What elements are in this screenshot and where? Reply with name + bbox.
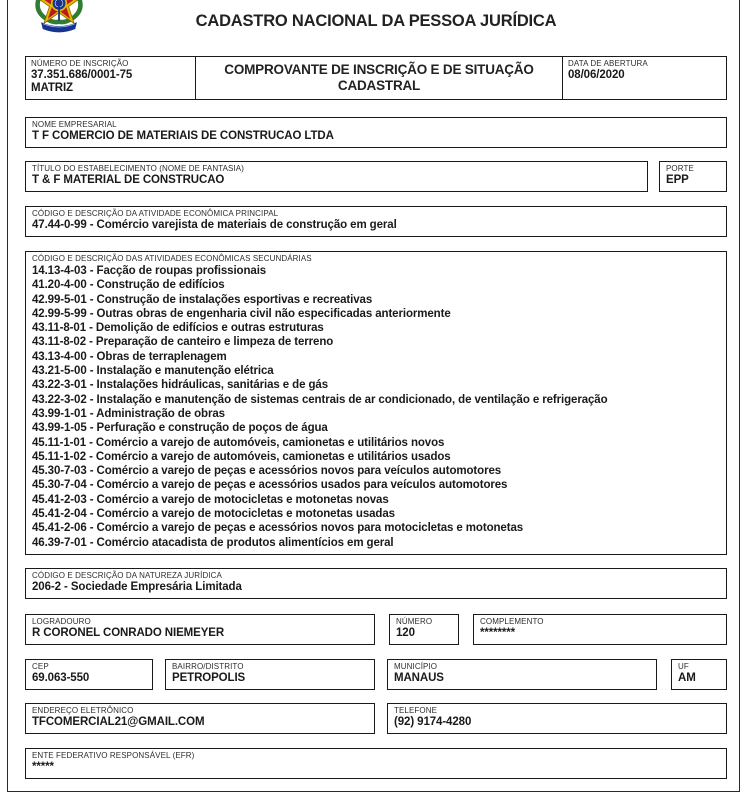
secondary-activity-item: 45.41-2-06 - Comércio a varejo de peças e acessórios novos para motocicletas e motonetas bbox=[32, 522, 524, 535]
district-value: PETROPOLIS bbox=[172, 671, 246, 684]
phone-box bbox=[387, 703, 727, 734]
zip-value: 69.063-550 bbox=[32, 671, 90, 684]
number-label: NÚMERO bbox=[396, 616, 433, 626]
inscription-number-box bbox=[26, 57, 196, 99]
size-label: PORTE bbox=[666, 164, 694, 173]
secondary-activity-item: 42.99-5-01 - Construção de instalações esportivas e recreativas bbox=[32, 293, 373, 306]
certificate-title-box bbox=[196, 57, 562, 99]
company-name-label: NOME EMPRESARIAL bbox=[32, 120, 117, 129]
efr-label: ENTE FEDERATIVO RESPONSÁVEL (EFR) bbox=[32, 750, 195, 760]
legal-nature-box bbox=[25, 568, 727, 599]
secondary-activity-item: 43.99-1-05 - Perfuração e construção de poços de água bbox=[32, 422, 328, 435]
secondary-activity-item: 46.39-7-01 - Comércio atacadista de produtos alimentícios em geral bbox=[32, 536, 394, 549]
secondary-activity-item: 43.21-5-00 - Instalação e manutenção elétrica bbox=[32, 365, 274, 378]
inscription-number-value: 37.351.686/0001-75 bbox=[31, 69, 133, 81]
masthead bbox=[25, 1, 727, 56]
state-label: UF bbox=[678, 661, 689, 671]
secondary-activity-item: 14.13-4-03 - Facção de roupas profissionais bbox=[32, 265, 267, 277]
trade-name-value: T & F MATERIAL DE CONSTRUCAO bbox=[32, 174, 225, 186]
secondary-activity-item: 43.13-4-00 - Obras de terraplenagem bbox=[32, 350, 227, 363]
email-value: TFCOMERCIAL21@GMAIL.COM bbox=[32, 715, 205, 728]
legal-nature-value: 206-2 - Sociedade Empresária Limitada bbox=[32, 580, 242, 593]
zip-label: CEP bbox=[32, 661, 49, 671]
state-box bbox=[671, 659, 727, 690]
certificate-title: COMPROVANTE DE INSCRIÇÃO E DE SITUAÇÃO CADASTRAL bbox=[224, 62, 534, 93]
zip-box bbox=[25, 659, 153, 690]
opening-date-value: 08/06/2020 bbox=[568, 69, 625, 81]
secondary-activity-item: 45.11-1-01 - Comércio a varejo de automóveis, camionetas e utilitários novos bbox=[32, 436, 445, 449]
opening-date-box bbox=[562, 57, 726, 99]
secondary-activities-label: CÓDIGO E DESCRIÇÃO DAS ATIVIDADES ECONÔMICAS SECUNDÁRIAS bbox=[32, 254, 312, 263]
secondary-activity-item: 43.22-3-01 - Instalações hidráulicas, sanitárias e de gás bbox=[32, 379, 329, 392]
phone-value: (92) 9174-4280 bbox=[394, 715, 472, 728]
inscription-number-label: NÚMERO DE INSCRIÇÃO bbox=[31, 59, 129, 68]
secondary-activity-item: 45.41-2-04 - Comércio a varejo de motocicletas e motonetas usadas bbox=[32, 508, 395, 521]
city-box bbox=[387, 659, 657, 690]
secondary-activity-item: 45.11-1-02 - Comércio a varejo de automóveis, camionetas e utilitários usados bbox=[32, 450, 451, 463]
phone-label: TELEFONE bbox=[394, 705, 438, 715]
secondary-activity-item: 43.11-8-02 - Preparação de canteiro e limpeza de terreno bbox=[32, 336, 334, 349]
number-box bbox=[389, 614, 459, 645]
secondary-activity-item: 43.22-3-02 - Instalação e manutenção de sistemas centrais de ar condicionado, de ventilação e refrigeração bbox=[32, 393, 608, 406]
trade-name-box bbox=[25, 161, 648, 192]
header-id-row bbox=[25, 56, 727, 100]
secondary-activity-item: 43.99-1-01 - Administração de obras bbox=[32, 407, 225, 420]
city-value: MANAUS bbox=[394, 671, 444, 684]
location-row bbox=[25, 659, 727, 690]
street-box bbox=[25, 614, 375, 645]
city-label: MUNICÍPIO bbox=[394, 661, 438, 671]
street-label: LOGRADOURO bbox=[32, 616, 91, 626]
secondary-activity-item: 45.41-2-03 - Comércio a varejo de motocicletas e motonetas novas bbox=[32, 493, 389, 506]
secondary-activity-item: 42.99-5-99 - Outras obras de engenharia civil não especificadas anteriormente bbox=[32, 307, 451, 320]
company-name-box bbox=[25, 117, 727, 148]
secondary-activity-item: 45.30-7-03 - Comércio a varejo de peças e acessórios novos para veículos automotores bbox=[32, 465, 502, 478]
size-value: EPP bbox=[666, 174, 689, 186]
efr-box bbox=[25, 748, 727, 779]
state-value: AM bbox=[678, 671, 696, 684]
main-activity-label: CÓDIGO E DESCRIÇÃO DA ATIVIDADE ECONÔMICA PRINCIPAL bbox=[32, 209, 279, 218]
unit-type-value: MATRIZ bbox=[31, 82, 73, 94]
trade-name-label: TÍTULO DO ESTABELECIMENTO (NOME DE FANTASIA) bbox=[32, 164, 244, 173]
opening-date-label: DATA DE ABERTURA bbox=[568, 59, 648, 68]
address-row bbox=[25, 614, 727, 645]
company-name-value: T F COMERCIO DE MATERIAIS DE CONSTRUCAO LTDA bbox=[32, 130, 334, 142]
legal-nature-label: CÓDIGO E DESCRIÇÃO DA NATUREZA JURÍDICA bbox=[32, 570, 222, 580]
district-box bbox=[165, 659, 375, 690]
brazil-coat-of-arms-icon bbox=[30, 0, 88, 34]
efr-value: ***** bbox=[32, 760, 54, 773]
secondary-activity-item: 45.30-7-04 - Comércio a varejo de peças e acessórios usados para veículos automotores bbox=[32, 479, 508, 492]
secondary-activity-item: 41.20-4-00 - Construção de edifícios bbox=[32, 279, 225, 292]
main-activity-value: 47.44-0-99 - Comércio varejista de materiais de construção em geral bbox=[32, 219, 397, 231]
page-title: CADASTRO NACIONAL DA PESSOA JURÍDICA bbox=[195, 12, 557, 30]
secondary-activities-list bbox=[32, 264, 720, 550]
district-label: BAIRRO/DISTRITO bbox=[172, 661, 244, 671]
complement-box bbox=[473, 614, 727, 645]
main-activity-box bbox=[25, 206, 727, 237]
email-label: ENDEREÇO ELETRÔNICO bbox=[32, 705, 134, 715]
street-value: R CORONEL CONRADO NIEMEYER bbox=[32, 626, 225, 639]
trade-name-row bbox=[25, 161, 727, 192]
document-sheet bbox=[7, 0, 740, 792]
number-value: 120 bbox=[396, 626, 415, 639]
complement-value: ******** bbox=[480, 626, 516, 639]
contact-row bbox=[25, 703, 727, 734]
complement-label: COMPLEMENTO bbox=[480, 616, 544, 626]
secondary-activity-item: 43.11-8-01 - Demolição de edifícios e outras estruturas bbox=[32, 322, 324, 335]
size-box bbox=[659, 161, 727, 192]
email-box bbox=[25, 703, 375, 734]
secondary-activities-box bbox=[25, 251, 727, 555]
